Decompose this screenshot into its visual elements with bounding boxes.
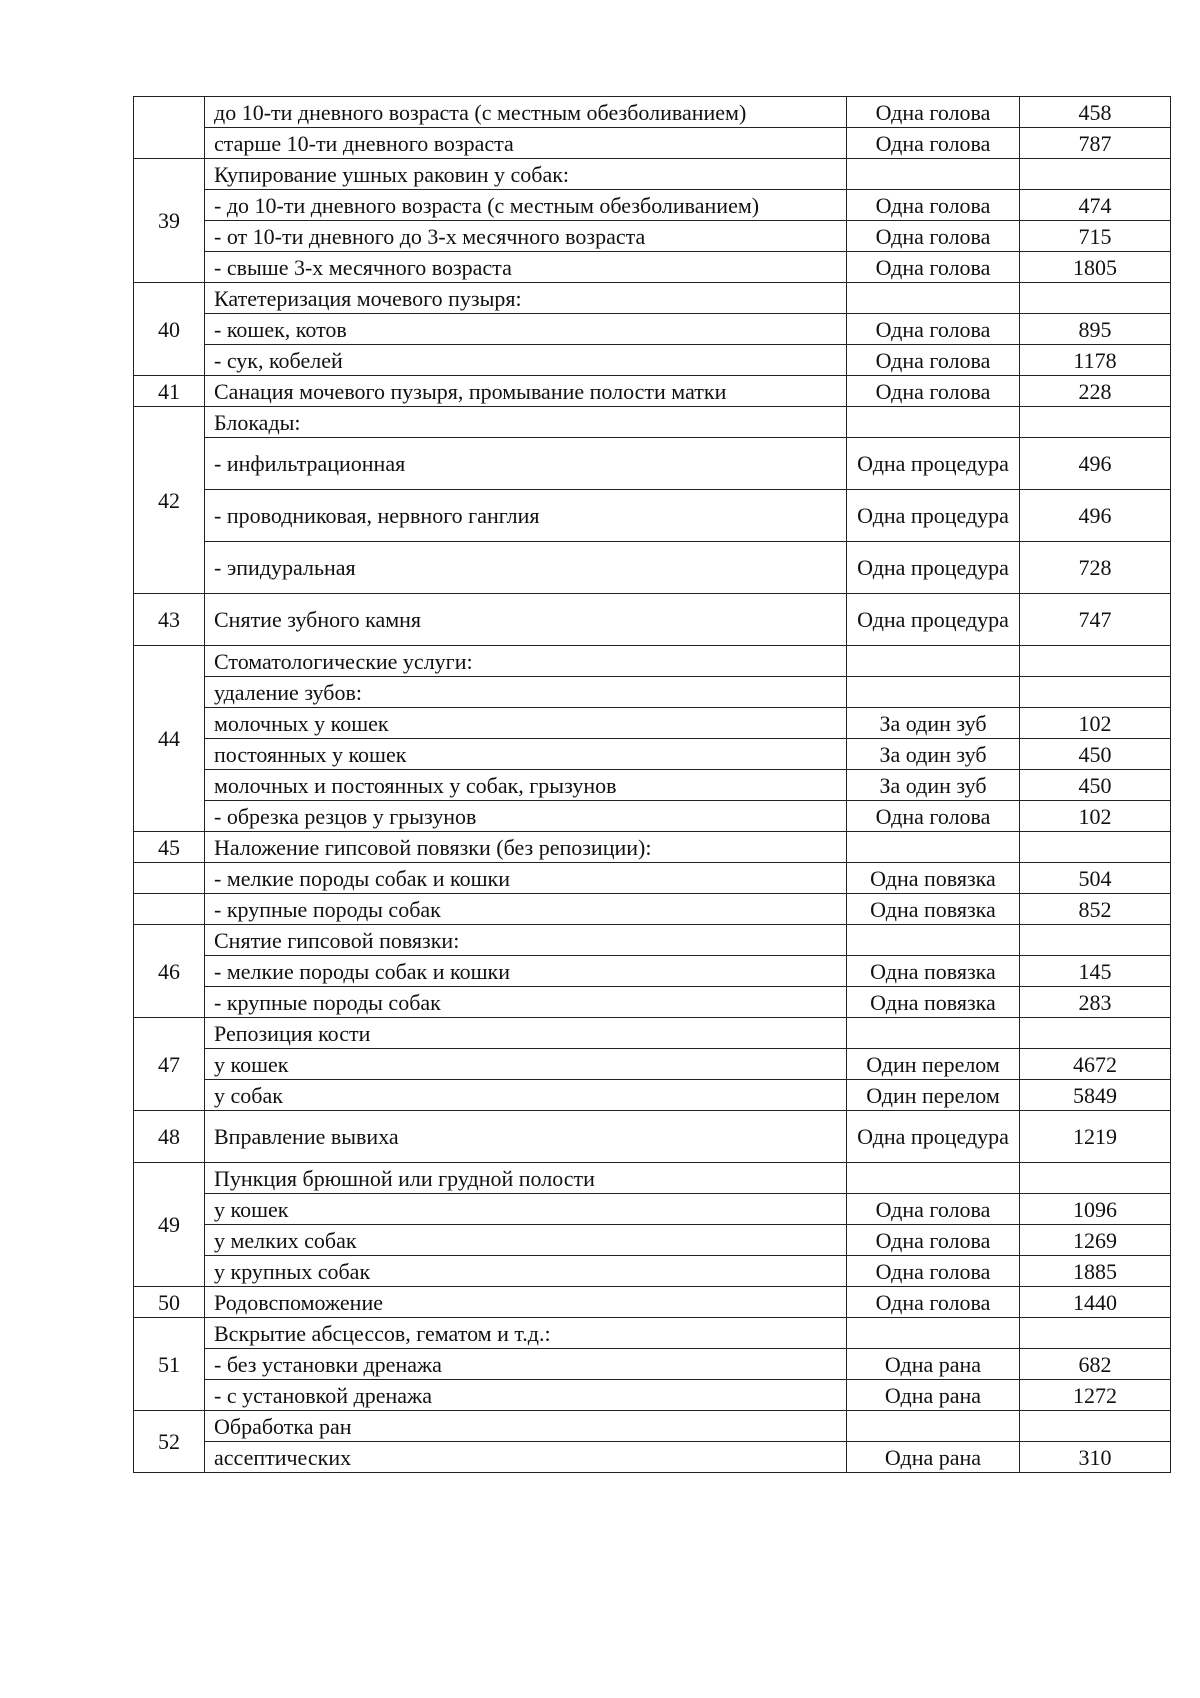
service-description: молочных и постоянных у собак, грызунов (205, 770, 847, 801)
table-row (134, 345, 1171, 376)
item-number: 47 (134, 1018, 205, 1111)
service-price: 496 (1020, 490, 1171, 542)
service-price: 228 (1020, 376, 1171, 407)
table-row (134, 1256, 1171, 1287)
table-row (134, 894, 1171, 925)
service-description: - крупные породы собак (205, 987, 847, 1018)
service-description: - инфильтрационная (205, 438, 847, 490)
service-price: 310 (1020, 1442, 1171, 1473)
service-description: молочных у кошек (205, 708, 847, 739)
unit-of-measure (847, 283, 1020, 314)
table-row (134, 801, 1171, 832)
service-price: 895 (1020, 314, 1171, 345)
service-description: - мелкие породы собак и кошки (205, 863, 847, 894)
unit-of-measure: Одна повязка (847, 987, 1020, 1018)
table-row (134, 1111, 1171, 1163)
unit-of-measure (847, 1018, 1020, 1049)
table-row (134, 97, 1171, 128)
service-description: Стоматологические услуги: (205, 646, 847, 677)
unit-of-measure: Одна повязка (847, 956, 1020, 987)
unit-of-measure: Одна процедура (847, 594, 1020, 646)
service-price: 283 (1020, 987, 1171, 1018)
table-row (134, 159, 1171, 190)
service-description: до 10-ти дневного возраста (с местным обезболиванием) (205, 97, 847, 128)
unit-of-measure: Одна процедура (847, 438, 1020, 490)
service-description: Блокады: (205, 407, 847, 438)
service-price: 145 (1020, 956, 1171, 987)
table-row (134, 1049, 1171, 1080)
service-price (1020, 646, 1171, 677)
price-table-body (134, 97, 1171, 1473)
service-price (1020, 1163, 1171, 1194)
service-description: - эпидуральная (205, 542, 847, 594)
unit-of-measure: Одна рана (847, 1442, 1020, 1473)
service-description: у кошек (205, 1049, 847, 1080)
service-price: 1440 (1020, 1287, 1171, 1318)
service-price: 5849 (1020, 1080, 1171, 1111)
service-description: - свыше 3-х месячного возраста (205, 252, 847, 283)
table-row (134, 376, 1171, 407)
table-row (134, 221, 1171, 252)
table-row (134, 1163, 1171, 1194)
item-number: 48 (134, 1111, 205, 1163)
table-row (134, 1080, 1171, 1111)
service-price: 4672 (1020, 1049, 1171, 1080)
service-price: 450 (1020, 739, 1171, 770)
table-row (134, 128, 1171, 159)
table-row (134, 314, 1171, 345)
service-price: 102 (1020, 801, 1171, 832)
service-description: удаление зубов: (205, 677, 847, 708)
service-description: ассептических (205, 1442, 847, 1473)
table-row (134, 1442, 1171, 1473)
unit-of-measure: Одна голова (847, 190, 1020, 221)
item-number: 44 (134, 646, 205, 832)
table-row (134, 956, 1171, 987)
service-description: у крупных собак (205, 1256, 847, 1287)
service-description: Снятие зубного камня (205, 594, 847, 646)
unit-of-measure: Одна повязка (847, 863, 1020, 894)
service-description: - от 10-ти дневного до 3-х месячного возраста (205, 221, 847, 252)
service-price: 102 (1020, 708, 1171, 739)
unit-of-measure: Одна процедура (847, 490, 1020, 542)
service-description: Санация мочевого пузыря, промывание полости матки (205, 376, 847, 407)
unit-of-measure: Одна рана (847, 1349, 1020, 1380)
service-price: 1885 (1020, 1256, 1171, 1287)
table-row (134, 677, 1171, 708)
unit-of-measure (847, 646, 1020, 677)
service-description: - проводниковая, нервного ганглия (205, 490, 847, 542)
unit-of-measure (847, 1318, 1020, 1349)
unit-of-measure (847, 925, 1020, 956)
service-description: - кошек, котов (205, 314, 847, 345)
service-description: - сук, кобелей (205, 345, 847, 376)
service-price: 747 (1020, 594, 1171, 646)
unit-of-measure (847, 407, 1020, 438)
service-price (1020, 407, 1171, 438)
table-row (134, 1349, 1171, 1380)
unit-of-measure: Одна процедура (847, 1111, 1020, 1163)
table-row (134, 1287, 1171, 1318)
item-number (134, 863, 205, 894)
service-description: Наложение гипсовой повязки (без репозиции): (205, 832, 847, 863)
unit-of-measure: За один зуб (847, 770, 1020, 801)
service-description: Родовспоможение (205, 1287, 847, 1318)
service-price: 852 (1020, 894, 1171, 925)
service-description: у кошек (205, 1194, 847, 1225)
table-row (134, 407, 1171, 438)
service-price: 458 (1020, 97, 1171, 128)
service-description: - до 10-ти дневного возраста (с местным обезболиванием) (205, 190, 847, 221)
service-price (1020, 832, 1171, 863)
item-number: 40 (134, 283, 205, 376)
service-price (1020, 159, 1171, 190)
unit-of-measure: Одна голова (847, 801, 1020, 832)
unit-of-measure: Одна голова (847, 314, 1020, 345)
unit-of-measure (847, 677, 1020, 708)
table-row (134, 832, 1171, 863)
table-row (134, 1018, 1171, 1049)
service-price: 715 (1020, 221, 1171, 252)
item-number: 43 (134, 594, 205, 646)
table-row (134, 646, 1171, 677)
service-description: - с установкой дренажа (205, 1380, 847, 1411)
item-number: 41 (134, 376, 205, 407)
price-table (133, 96, 1171, 1473)
service-description: постоянных у кошек (205, 739, 847, 770)
item-number (134, 97, 205, 159)
unit-of-measure: Одна голова (847, 128, 1020, 159)
service-price (1020, 283, 1171, 314)
unit-of-measure (847, 832, 1020, 863)
table-row (134, 770, 1171, 801)
service-description: Пункция брюшной или грудной полости (205, 1163, 847, 1194)
table-row (134, 863, 1171, 894)
table-row (134, 283, 1171, 314)
service-description: Репозиция кости (205, 1018, 847, 1049)
service-price: 728 (1020, 542, 1171, 594)
item-number: 42 (134, 407, 205, 594)
unit-of-measure: Одна голова (847, 376, 1020, 407)
service-description: Купирование ушных раковин у собак: (205, 159, 847, 190)
item-number: 46 (134, 925, 205, 1018)
item-number: 39 (134, 159, 205, 283)
table-row (134, 925, 1171, 956)
service-price (1020, 677, 1171, 708)
unit-of-measure: Одна голова (847, 97, 1020, 128)
service-price: 1178 (1020, 345, 1171, 376)
unit-of-measure: Одна процедура (847, 542, 1020, 594)
table-row (134, 1380, 1171, 1411)
service-description: - мелкие породы собак и кошки (205, 956, 847, 987)
table-row (134, 987, 1171, 1018)
service-description: Снятие гипсовой повязки: (205, 925, 847, 956)
service-description: - без установки дренажа (205, 1349, 847, 1380)
service-price: 1219 (1020, 1111, 1171, 1163)
service-price: 1096 (1020, 1194, 1171, 1225)
service-price: 1805 (1020, 252, 1171, 283)
service-price: 787 (1020, 128, 1171, 159)
service-price: 682 (1020, 1349, 1171, 1380)
unit-of-measure: Одна голова (847, 252, 1020, 283)
service-description: Вскрытие абсцессов, гематом и т.д.: (205, 1318, 847, 1349)
unit-of-measure: Одна повязка (847, 894, 1020, 925)
service-price: 496 (1020, 438, 1171, 490)
service-price: 474 (1020, 190, 1171, 221)
service-price (1020, 1411, 1171, 1442)
service-price (1020, 1018, 1171, 1049)
unit-of-measure: Одна голова (847, 1225, 1020, 1256)
item-number: 52 (134, 1411, 205, 1473)
unit-of-measure: Одна рана (847, 1380, 1020, 1411)
service-price: 1269 (1020, 1225, 1171, 1256)
service-price (1020, 925, 1171, 956)
service-description: - крупные породы собак (205, 894, 847, 925)
unit-of-measure (847, 159, 1020, 190)
table-row (134, 490, 1171, 542)
service-description: у собак (205, 1080, 847, 1111)
table-row (134, 1318, 1171, 1349)
service-price: 504 (1020, 863, 1171, 894)
service-description: Обработка ран (205, 1411, 847, 1442)
unit-of-measure: За один зуб (847, 739, 1020, 770)
unit-of-measure (847, 1163, 1020, 1194)
item-number: 51 (134, 1318, 205, 1411)
table-row (134, 739, 1171, 770)
table-row (134, 190, 1171, 221)
table-row (134, 594, 1171, 646)
unit-of-measure: Одна голова (847, 1194, 1020, 1225)
service-description: Вправление вывиха (205, 1111, 847, 1163)
table-row (134, 1225, 1171, 1256)
service-price (1020, 1318, 1171, 1349)
table-row (134, 438, 1171, 490)
service-description: - обрезка резцов у грызунов (205, 801, 847, 832)
table-row (134, 252, 1171, 283)
service-description: у мелких собак (205, 1225, 847, 1256)
item-number: 49 (134, 1163, 205, 1287)
table-row (134, 708, 1171, 739)
unit-of-measure: Один перелом (847, 1080, 1020, 1111)
service-description: Катетеризация мочевого пузыря: (205, 283, 847, 314)
service-description: старше 10-ти дневного возраста (205, 128, 847, 159)
table-row (134, 1194, 1171, 1225)
service-price: 1272 (1020, 1380, 1171, 1411)
service-price: 450 (1020, 770, 1171, 801)
item-number (134, 894, 205, 925)
unit-of-measure: Одна голова (847, 1256, 1020, 1287)
unit-of-measure: Одна голова (847, 221, 1020, 252)
unit-of-measure (847, 1411, 1020, 1442)
table-row (134, 542, 1171, 594)
unit-of-measure: Один перелом (847, 1049, 1020, 1080)
item-number: 50 (134, 1287, 205, 1318)
item-number: 45 (134, 832, 205, 863)
unit-of-measure: За один зуб (847, 708, 1020, 739)
table-row (134, 1411, 1171, 1442)
unit-of-measure: Одна голова (847, 1287, 1020, 1318)
unit-of-measure: Одна голова (847, 345, 1020, 376)
